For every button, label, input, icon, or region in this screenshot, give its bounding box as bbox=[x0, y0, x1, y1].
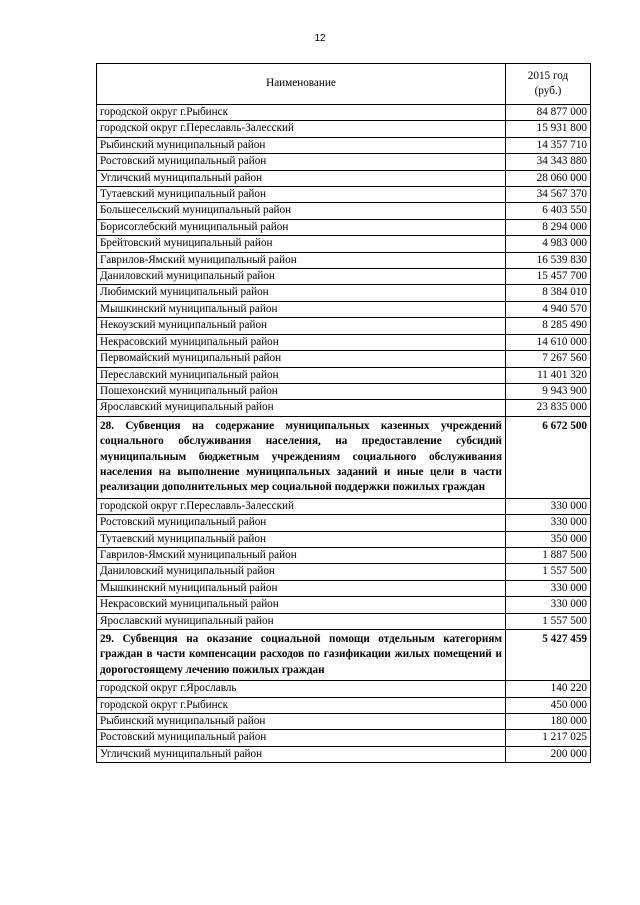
row-amount: 34 343 880 bbox=[506, 154, 591, 170]
row-name: Ростовский муниципальный район bbox=[97, 515, 506, 531]
row-name: Переславский муниципальный район bbox=[97, 367, 506, 383]
row-name: Большесельский муниципальный район bbox=[97, 203, 506, 219]
row-amount: 450 000 bbox=[506, 697, 591, 713]
section-total: 5 427 459 bbox=[506, 630, 591, 681]
table-row bbox=[97, 730, 591, 746]
row-amount: 330 000 bbox=[506, 498, 591, 514]
row-name: Ярославский муниципальный район bbox=[97, 400, 506, 416]
row-name: Тутаевский муниципальный район bbox=[97, 187, 506, 203]
table-row bbox=[97, 121, 591, 137]
section-total: 6 672 500 bbox=[506, 416, 591, 498]
row-name: Даниловский муниципальный район bbox=[97, 564, 506, 580]
row-amount: 200 000 bbox=[506, 746, 591, 762]
row-amount: 34 567 370 bbox=[506, 187, 591, 203]
row-name: Даниловский муниципальный район bbox=[97, 269, 506, 285]
row-amount: 23 835 000 bbox=[506, 400, 591, 416]
row-name: Некрасовский муниципальный район bbox=[97, 597, 506, 613]
row-amount: 84 877 000 bbox=[506, 105, 591, 121]
row-amount: 14 357 710 bbox=[506, 137, 591, 153]
table-row bbox=[97, 400, 591, 416]
section-heading-row bbox=[97, 416, 591, 498]
column-header-unit: (руб.) bbox=[534, 85, 562, 97]
table-row bbox=[97, 714, 591, 730]
page-number: 12 bbox=[314, 33, 326, 44]
table-row bbox=[97, 351, 591, 367]
row-amount: 28 060 000 bbox=[506, 170, 591, 186]
row-amount: 330 000 bbox=[506, 515, 591, 531]
row-amount: 330 000 bbox=[506, 597, 591, 613]
row-amount: 350 000 bbox=[506, 531, 591, 547]
row-name: Первомайский муниципальный район bbox=[97, 351, 506, 367]
table-row bbox=[97, 580, 591, 596]
row-name: Мышкинский муниципальный район bbox=[97, 580, 506, 596]
table-row bbox=[97, 334, 591, 350]
column-header-year bbox=[506, 64, 591, 105]
row-amount: 7 267 560 bbox=[506, 351, 591, 367]
row-name: Некоузский муниципальный район bbox=[97, 318, 506, 334]
section-title: 29. Субвенция на оказание социальной помощи отдельным категориям граждан в части компенсации расходов по газификации жилых помещений и дорогостоящему лечению пожилых граждан bbox=[97, 630, 506, 681]
table-row bbox=[97, 515, 591, 531]
table-row bbox=[97, 746, 591, 762]
row-name: городской округ г.Переславль-Залесский bbox=[97, 498, 506, 514]
row-amount: 4 983 000 bbox=[506, 236, 591, 252]
row-name: Угличский муниципальный район bbox=[97, 746, 506, 762]
table-row bbox=[97, 285, 591, 301]
section-title: 28. Субвенция на содержание муниципальных казенных учреждений социального обслуживания населения, на предоставление субсидий муниципальным бюджетным учреждениям социального обслуживания населения на выполнение муниципальных заданий и иные цели в части реализации дополнительных мер социальной поддержки пожилых граждан bbox=[97, 416, 506, 498]
column-header-name: Наименование bbox=[97, 64, 506, 105]
row-amount: 330 000 bbox=[506, 580, 591, 596]
budget-table bbox=[96, 63, 591, 763]
row-name: городской округ г.Ярославль bbox=[97, 681, 506, 697]
table-row bbox=[97, 301, 591, 317]
row-amount: 8 294 000 bbox=[506, 219, 591, 235]
table-row bbox=[97, 187, 591, 203]
row-amount: 8 285 490 bbox=[506, 318, 591, 334]
row-name: Мышкинский муниципальный район bbox=[97, 301, 506, 317]
row-amount: 180 000 bbox=[506, 714, 591, 730]
table-row bbox=[97, 154, 591, 170]
row-amount: 15 931 800 bbox=[506, 121, 591, 137]
table-row bbox=[97, 170, 591, 186]
table-row bbox=[97, 613, 591, 629]
row-amount: 4 940 570 bbox=[506, 301, 591, 317]
row-amount: 15 457 700 bbox=[506, 269, 591, 285]
table-row bbox=[97, 681, 591, 697]
table-body bbox=[97, 105, 591, 763]
row-name: Пошехонский муниципальный район bbox=[97, 383, 506, 399]
row-name: Рыбинский муниципальный район bbox=[97, 714, 506, 730]
table-row bbox=[97, 318, 591, 334]
section-heading-row bbox=[97, 630, 591, 681]
table-row bbox=[97, 269, 591, 285]
row-name: Рыбинский муниципальный район bbox=[97, 137, 506, 153]
table-row bbox=[97, 383, 591, 399]
table-row bbox=[97, 697, 591, 713]
row-name: Некрасовский муниципальный район bbox=[97, 334, 506, 350]
row-name: Гаврилов-Ямский муниципальный район bbox=[97, 547, 506, 563]
row-amount: 8 384 010 bbox=[506, 285, 591, 301]
row-name: Тутаевский муниципальный район bbox=[97, 531, 506, 547]
row-amount: 6 403 550 bbox=[506, 203, 591, 219]
column-header-year-label: 2015 год bbox=[527, 69, 569, 82]
table-row bbox=[97, 597, 591, 613]
table-row bbox=[97, 531, 591, 547]
row-amount: 1 557 500 bbox=[506, 613, 591, 629]
row-name: Любимский муниципальный район bbox=[97, 285, 506, 301]
row-amount: 11 401 320 bbox=[506, 367, 591, 383]
row-name: Брейтовский муниципальный район bbox=[97, 236, 506, 252]
table-row bbox=[97, 498, 591, 514]
row-name: городской округ г.Рыбинск bbox=[97, 105, 506, 121]
table-row bbox=[97, 219, 591, 235]
row-amount: 140 220 bbox=[506, 681, 591, 697]
row-amount: 16 539 830 bbox=[506, 252, 591, 268]
row-name: Ростовский муниципальный район bbox=[97, 730, 506, 746]
table-row bbox=[97, 252, 591, 268]
table-row bbox=[97, 564, 591, 580]
row-name: Ростовский муниципальный район bbox=[97, 154, 506, 170]
row-name: Угличский муниципальный район bbox=[97, 170, 506, 186]
row-name: городской округ г.Рыбинск bbox=[97, 697, 506, 713]
table-header-row bbox=[97, 64, 591, 105]
row-amount: 1 557 500 bbox=[506, 564, 591, 580]
table-row bbox=[97, 203, 591, 219]
table-row bbox=[97, 105, 591, 121]
row-amount: 9 943 900 bbox=[506, 383, 591, 399]
row-name: Гаврилов-Ямский муниципальный район bbox=[97, 252, 506, 268]
row-amount: 14 610 000 bbox=[506, 334, 591, 350]
row-name: городской округ г.Переславль-Залесский bbox=[97, 121, 506, 137]
table-row bbox=[97, 236, 591, 252]
row-amount: 1 217 025 bbox=[506, 730, 591, 746]
table-row bbox=[97, 137, 591, 153]
table-row bbox=[97, 367, 591, 383]
row-amount: 1 887 500 bbox=[506, 547, 591, 563]
row-name: Ярославский муниципальный район bbox=[97, 613, 506, 629]
row-name: Борисоглебский муниципальный район bbox=[97, 219, 506, 235]
table-row bbox=[97, 547, 591, 563]
